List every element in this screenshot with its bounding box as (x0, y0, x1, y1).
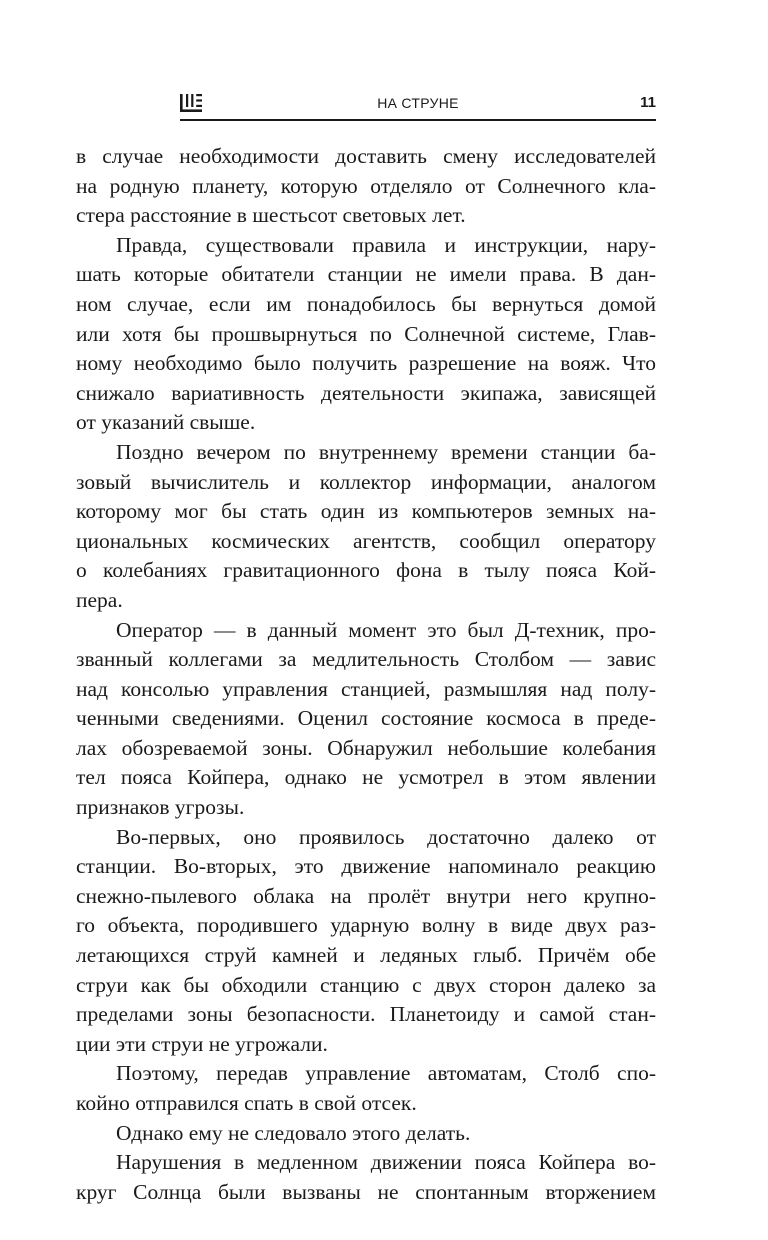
text-line: стера расстояние в шестьсот световых лет. (76, 203, 466, 228)
text-line: признаков угрозы. (76, 795, 245, 820)
text-line: снежно-пылевого облака на пролёт внутри него крупно- (76, 883, 656, 908)
text-line: Однако ему не следовало этого делать. (116, 1120, 471, 1145)
text-line: пределами зоны безопасности. Планетоиду и самой стан- (76, 1002, 656, 1027)
text-line: над консолью управления станцией, размышляя над полу- (76, 676, 656, 701)
paragraph (76, 1148, 656, 1207)
page-header (180, 94, 656, 118)
running-title: НА СТРУНЕ (377, 95, 459, 111)
paragraph (76, 231, 656, 438)
text-line: ному необходимо было получить разрешение на вояж. Что (76, 351, 656, 376)
paragraph (76, 616, 656, 823)
text-line: го объекта, породившего ударную волну в виде двух раз- (76, 913, 656, 938)
text-line: пера. (76, 587, 123, 612)
text-line: званный коллегами за медлительность Столбом — завис (76, 647, 656, 672)
page-number: 11 (640, 94, 656, 111)
text-line: зовый вычислитель и коллектор информации, аналогом (76, 469, 656, 494)
text-line: в случае необходимости доставить смену исследователей (76, 144, 656, 168)
text-line: Во-первых, оно проявилось достаточно далеко от (116, 824, 656, 849)
text-line: станции. Во-вторых, это движение напоминало реакцию (76, 854, 656, 879)
paragraph (76, 1119, 656, 1149)
text-line: струи как бы обходили станцию с двух сторон далеко за (76, 972, 656, 997)
header-rule (180, 119, 656, 121)
text-line: койно отправился спать в свой отсек. (76, 1091, 417, 1115)
text-line: или хотя бы прошвырнуться по Солнечной системе, Глав- (76, 321, 656, 346)
text-line: круг Солнца были вызваны не спонтанным вторжением (76, 1179, 656, 1204)
body-text (76, 142, 656, 1207)
text-line: Оператор — в данный момент это был Д-техник, про- (116, 617, 656, 642)
text-line: ции эти струи не угрожали. (76, 1031, 328, 1056)
text-line: Поздно вечером по внутреннему времени станции ба- (116, 439, 656, 464)
text-line: снижало вариативность деятельности экипажа, зависящей (76, 380, 656, 405)
text-line: Поэтому, передав управление автоматам, Столб спо- (116, 1061, 656, 1086)
text-line: ном случае, если им понадобилось бы вернуться домой (76, 291, 656, 316)
text-line: которому мог бы стать один из компьютеров земных на- (76, 499, 656, 524)
text-line: на родную планету, которую отделяло от Солнечного кла- (76, 173, 656, 198)
paragraph (76, 142, 656, 231)
text-line: циональных космических агентств, сообщил оператору (76, 528, 656, 553)
text-line: ченными сведениями. Оценил состояние космоса в преде- (76, 706, 656, 731)
text-line: Правда, существовали правила и инструкции, нару- (116, 232, 656, 257)
text-line: Нарушения в медленном движении пояса Койпера во- (116, 1150, 656, 1175)
text-line: лах обозреваемой зоны. Обнаружил небольшие колебания (76, 735, 656, 760)
text-line: о колебаниях гравитационного фона в тылу пояса Кой- (76, 558, 656, 583)
paragraph (76, 1059, 656, 1118)
text-line: от указаний свыше. (76, 410, 256, 435)
text-line: тел пояса Койпера, однако не усмотрел в этом явлении (76, 765, 656, 790)
paragraph (76, 823, 656, 1060)
text-line: летающихся струй камней и ледяных глыб. Причём обе (76, 943, 656, 968)
text-line: шать которые обитатели станции не имели права. В дан- (76, 262, 656, 287)
paragraph (76, 438, 656, 616)
